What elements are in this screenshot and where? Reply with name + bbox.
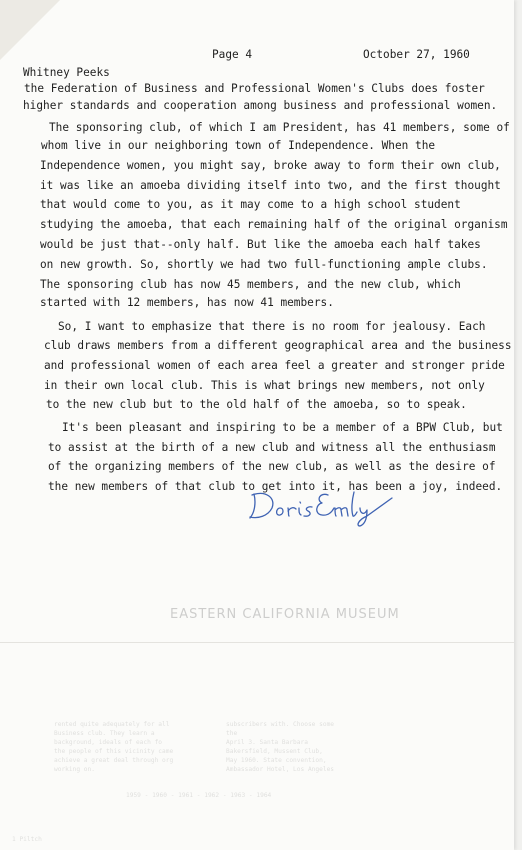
bleed-line: rented quite adequately for all bbox=[54, 721, 170, 728]
body-line: to assist at the birth of a new club and witness all the enthusiasm bbox=[48, 441, 496, 454]
handwritten-signature bbox=[246, 486, 396, 528]
body-line: and professional women of each area feel a greater and stronger pride bbox=[44, 359, 505, 372]
bleed-line: the people of this vicinity came bbox=[54, 748, 174, 755]
museum-watermark: EASTERN CALIFORNIA MUSEUM bbox=[170, 607, 400, 622]
folded-corner bbox=[0, 0, 60, 60]
page-number: Page 4 bbox=[212, 48, 253, 61]
body-line: It's been pleasant and inspiring to be a member of a BPW Club, but bbox=[62, 421, 503, 434]
body-line: whom live in our neighboring town of Independence. When the bbox=[41, 139, 436, 152]
bleed-line: May 1960. State convention, bbox=[226, 757, 327, 764]
bleed-corner-note: 1 Piltch bbox=[12, 836, 42, 843]
bleed-through-text bbox=[0, 720, 514, 843]
body-line: it was like an amoeba dividing itself into two, and the first thought bbox=[40, 179, 501, 192]
bleed-line: Ambassador Hotel, Los Angeles bbox=[226, 766, 335, 773]
body-line: The sponsoring club, of which I am President, has 41 members, some of bbox=[49, 121, 510, 134]
bleed-line: background, ideals of each fo bbox=[54, 739, 163, 746]
body-line: So, I want to emphasize that there is no room for jealousy. Each bbox=[58, 320, 486, 333]
bleed-line: April 3. Santa Barbara bbox=[226, 739, 308, 746]
body-line: would be just that--only half. But like the amoeba each half takes bbox=[40, 238, 481, 251]
bleed-line: Business club. They learn a bbox=[54, 730, 155, 737]
body-line: that would come to you, as it may come to a high school student bbox=[40, 198, 461, 211]
letter-date: October 27, 1960 bbox=[363, 48, 470, 61]
bleed-line: subscribers with. Choose some bbox=[226, 721, 335, 728]
body-line: club draws members from a different geographical area and the business bbox=[44, 339, 512, 352]
bleed-line: Bakersfield, Mussent Club, bbox=[226, 748, 323, 755]
bleed-column-left bbox=[54, 720, 173, 774]
bleed-line: achieve a great deal through org bbox=[54, 757, 174, 764]
body-line: on new growth. So, shortly we had two full-functioning ample clubs. bbox=[40, 258, 488, 271]
body-line: to the new club but to the old half of the amoeba, so to speak. bbox=[46, 398, 467, 411]
paper-crease bbox=[0, 642, 514, 643]
body-line: higher standards and cooperation among business and professional women. bbox=[23, 99, 498, 112]
recipient-name: Whitney Peeks bbox=[23, 66, 110, 79]
body-line: started with 12 members, has now 41 members. bbox=[40, 296, 334, 309]
body-line: The sponsoring club has now 45 members, and the new club, which bbox=[40, 278, 461, 291]
body-line: the Federation of Business and Professional Women's Clubs does foster bbox=[24, 82, 485, 95]
bleed-column-right bbox=[226, 720, 334, 774]
body-line: studying the amoeba, that each remaining half of the original organism bbox=[40, 218, 508, 231]
body-line: Independence women, you might say, broke away to form their own club, bbox=[40, 159, 501, 172]
body-line: the new members of that club to get into it, has been a joy, indeed. bbox=[48, 480, 503, 493]
body-line: in their own local club. This is what brings new members, not only bbox=[44, 379, 485, 392]
bleed-line: working on. bbox=[54, 766, 95, 773]
bleed-year-row: 1959 - 1960 - 1961 - 1962 - 1963 - 1964 bbox=[126, 792, 272, 799]
bleed-line: the bbox=[226, 730, 238, 737]
body-line: of the organizing members of the new club, as well as the desire of bbox=[48, 460, 496, 473]
